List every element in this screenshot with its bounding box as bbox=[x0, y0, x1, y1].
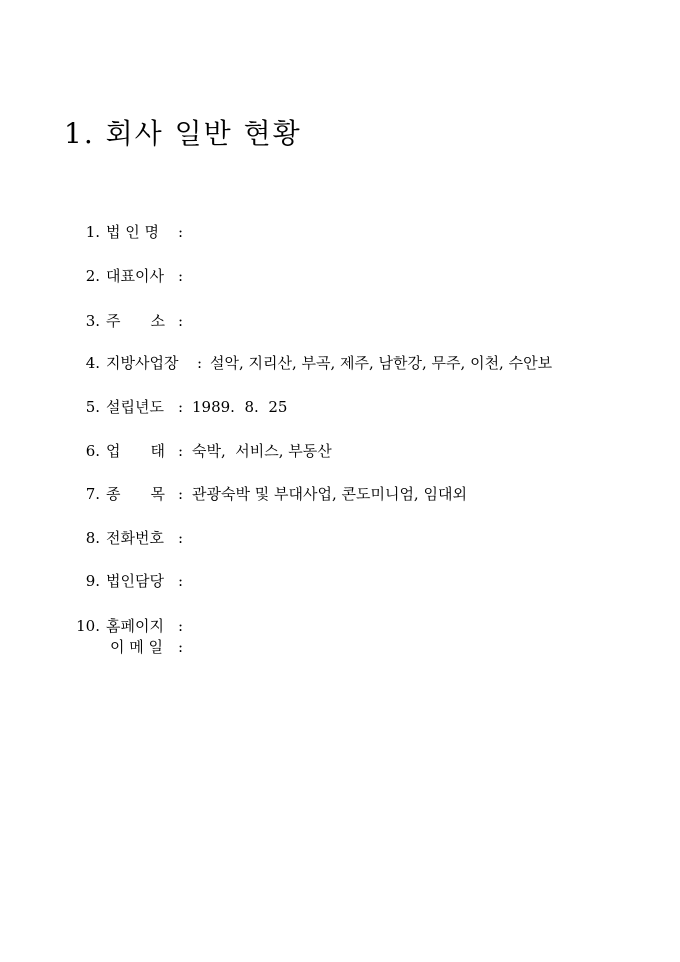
info-row-phone bbox=[0, 527, 680, 549]
item-value: 숙박, 서비스, 부동산 bbox=[192, 442, 332, 460]
item-label: 이 메 일 bbox=[110, 638, 164, 656]
item-label: 법인담당 bbox=[106, 572, 164, 590]
item-number: 4. bbox=[85, 354, 100, 372]
info-row-business-items bbox=[0, 483, 680, 505]
item-number: 1. bbox=[85, 223, 100, 241]
info-row-address bbox=[0, 310, 680, 332]
info-row-ceo bbox=[0, 265, 680, 287]
item-colon: : bbox=[178, 638, 184, 656]
item-label: 종 목 bbox=[106, 485, 165, 503]
item-colon: : bbox=[197, 354, 203, 372]
item-value: 설악, 지리산, 부곡, 제주, 남한강, 무주, 이천, 수안보 bbox=[210, 354, 553, 372]
item-label: 법 인 명 bbox=[106, 223, 160, 241]
page-title: 1. 회사 일반 현황 bbox=[64, 117, 302, 150]
item-colon: : bbox=[178, 529, 184, 547]
item-number: 7. bbox=[85, 485, 100, 503]
item-label: 홈페이지 bbox=[106, 617, 164, 635]
item-colon: : bbox=[178, 617, 184, 635]
info-row-email bbox=[0, 636, 680, 658]
item-value: 1989. 8. 25 bbox=[192, 398, 288, 416]
info-row-corporate-name bbox=[0, 221, 680, 243]
item-number: 5. bbox=[85, 398, 100, 416]
info-row-business-type bbox=[0, 440, 680, 462]
item-colon: : bbox=[178, 572, 184, 590]
item-label: 대표이사 bbox=[106, 267, 164, 285]
info-row-homepage bbox=[0, 615, 680, 637]
item-colon: : bbox=[178, 398, 184, 416]
item-number: 2. bbox=[85, 267, 100, 285]
item-label: 설립년도 bbox=[106, 398, 164, 416]
item-label: 지방사업장 bbox=[106, 354, 179, 372]
info-row-established bbox=[0, 396, 680, 418]
item-number: 6. bbox=[85, 442, 100, 460]
item-label: 업 태 bbox=[106, 442, 165, 460]
item-number: 10. bbox=[76, 617, 100, 635]
item-colon: : bbox=[178, 267, 184, 285]
item-label: 주 소 bbox=[106, 312, 165, 330]
item-value: 관광숙박 및 부대사업, 콘도미니엄, 임대외 bbox=[192, 485, 467, 503]
item-colon: : bbox=[178, 312, 184, 330]
info-row-corporate-contact bbox=[0, 570, 680, 592]
info-row-regional-sites bbox=[0, 352, 680, 374]
item-number: 9. bbox=[85, 572, 100, 590]
item-colon: : bbox=[178, 485, 184, 503]
item-number: 3. bbox=[85, 312, 100, 330]
item-number: 8. bbox=[85, 529, 100, 547]
item-colon: : bbox=[178, 223, 184, 241]
item-colon: : bbox=[178, 442, 184, 460]
item-label: 전화번호 bbox=[106, 529, 164, 547]
